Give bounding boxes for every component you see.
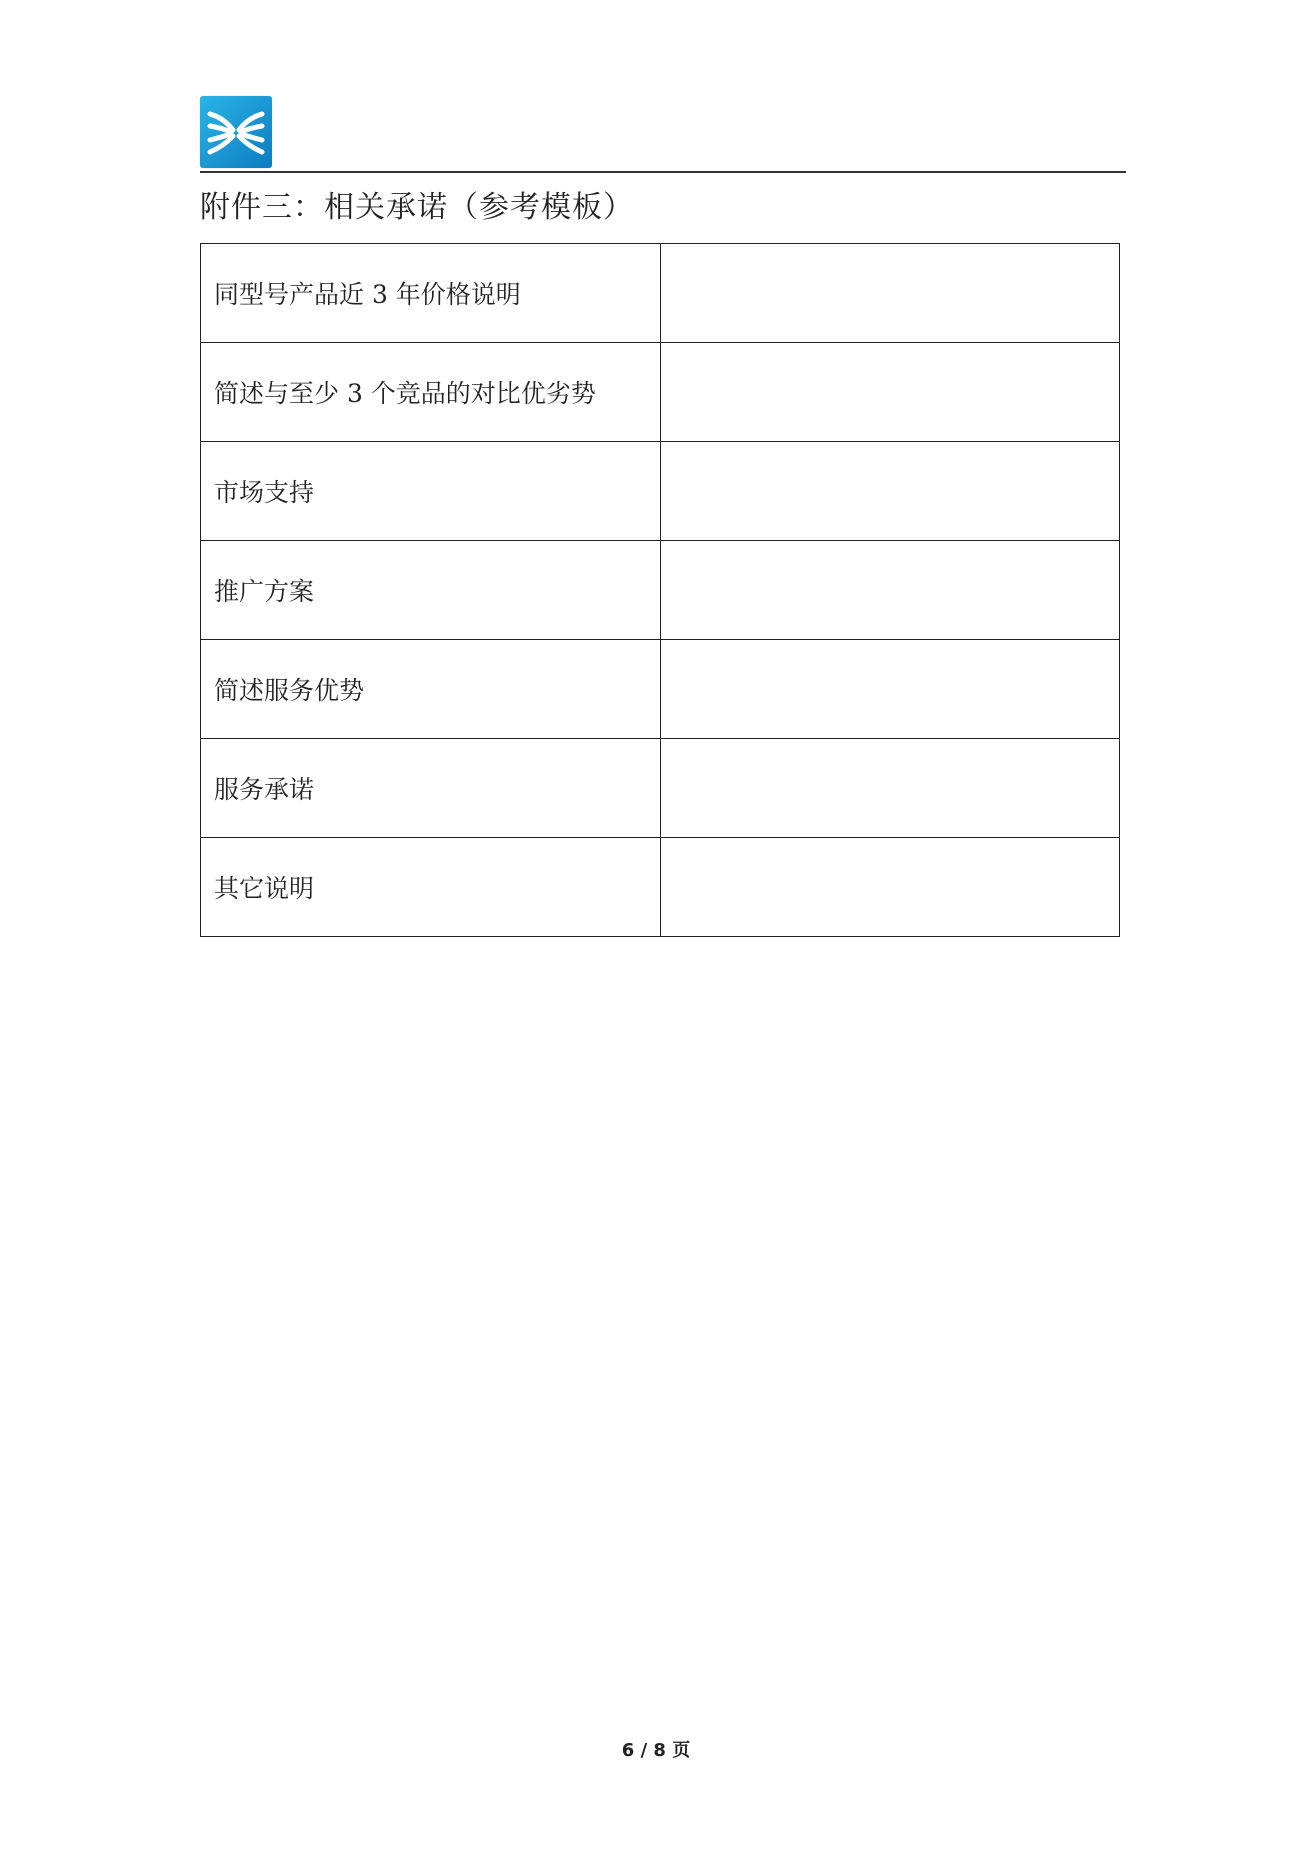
table-row: [201, 541, 1120, 640]
commitment-table: [200, 243, 1120, 937]
table-row: [201, 442, 1120, 541]
row-label: 同型号产品近 3 年价格说明: [201, 244, 661, 343]
page-number: 6 / 8 页: [621, 1740, 691, 1761]
page-title: 附件三：相关承诺（参考模板）: [200, 190, 634, 225]
row-label: 服务承诺: [201, 739, 661, 838]
row-label: 简述服务优势: [201, 640, 661, 739]
row-label: 推广方案: [201, 541, 661, 640]
row-value[interactable]: [661, 244, 1120, 343]
table-row: [201, 244, 1120, 343]
row-value[interactable]: [661, 640, 1120, 739]
table-row: [201, 343, 1120, 442]
row-label: 简述与至少 3 个竞品的对比优劣势: [201, 343, 661, 442]
row-label: 市场支持: [201, 442, 661, 541]
table-row: [201, 838, 1120, 937]
company-logo-icon: [200, 96, 272, 168]
table-row: [201, 739, 1120, 838]
row-value[interactable]: [661, 343, 1120, 442]
row-value[interactable]: [661, 442, 1120, 541]
row-value[interactable]: [661, 838, 1120, 937]
row-label: 其它说明: [201, 838, 661, 937]
row-value[interactable]: [661, 739, 1120, 838]
header-divider: [200, 171, 1126, 173]
table-row: [201, 640, 1120, 739]
row-value[interactable]: [661, 541, 1120, 640]
